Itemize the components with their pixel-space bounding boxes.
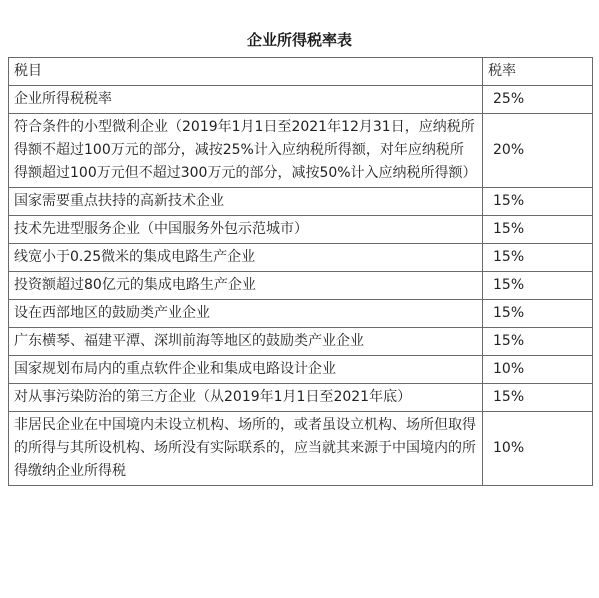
tax-item-cell: 广东横琴、福建平潭、深圳前海等地区的鼓励类产业企业 — [9, 328, 483, 356]
tax-rate-cell: 20% — [483, 114, 593, 188]
tax-rate-cell: 15% — [483, 384, 593, 412]
table-row — [9, 384, 593, 412]
tax-item-cell: 非居民企业在中国境内未设立机构、场所的，或者虽设立机构、场所但取得的所得与其所设机构、场所没有实际联系的，应当就其来源于中国境内的所得缴纳企业所得税 — [9, 412, 483, 486]
tax-rate-cell: 15% — [483, 244, 593, 272]
tax-rate-cell: 10% — [483, 412, 593, 486]
table-row — [9, 272, 593, 300]
tax-item-cell: 投资额超过80亿元的集成电路生产企业 — [9, 272, 483, 300]
tax-rate-cell: 15% — [483, 328, 593, 356]
tax-item-cell: 国家需要重点扶持的高新技术企业 — [9, 188, 483, 216]
tax-rate-cell: 25% — [483, 86, 593, 114]
table-row — [9, 216, 593, 244]
column-header-rate: 税率 — [483, 58, 593, 86]
page-title: 企业所得税率表 — [246, 31, 352, 49]
table-row — [9, 188, 593, 216]
tax-item-cell: 对从事污染防治的第三方企业（从2019年1月1日至2021年底） — [9, 384, 483, 412]
tax-item-cell: 技术先进型服务企业（中国服务外包示范城市） — [9, 216, 483, 244]
tax-item-cell: 设在西部地区的鼓励类产业企业 — [9, 300, 483, 328]
tax-item-cell: 国家规划布局内的重点软件企业和集成电路设计企业 — [9, 356, 483, 384]
tax-rate-cell: 15% — [483, 216, 593, 244]
tax-rate-table — [8, 57, 593, 486]
table-row — [9, 356, 593, 384]
tax-item-cell: 符合条件的小型微利企业（2019年1月1日至2021年12月31日，应纳税所得额不超过100万元的部分，减按25%计入应纳税所得额，对年应纳税所得额超过100万元但不超过300万元的部分，减按50%计入应纳税所得额） — [9, 114, 483, 188]
table-row — [9, 244, 593, 272]
table-row — [9, 114, 593, 188]
table-row — [9, 300, 593, 328]
tax-rate-cell: 10% — [483, 356, 593, 384]
table-header-row — [9, 58, 593, 86]
tax-rate-cell: 15% — [483, 300, 593, 328]
tax-item-cell: 企业所得税税率 — [9, 86, 483, 114]
column-header-item: 税目 — [9, 58, 483, 86]
table-row — [9, 412, 593, 486]
tax-item-cell: 线宽小于0.25微米的集成电路生产企业 — [9, 244, 483, 272]
table-row — [9, 86, 593, 114]
table-row — [9, 328, 593, 356]
tax-rate-cell: 15% — [483, 188, 593, 216]
tax-rate-cell: 15% — [483, 272, 593, 300]
